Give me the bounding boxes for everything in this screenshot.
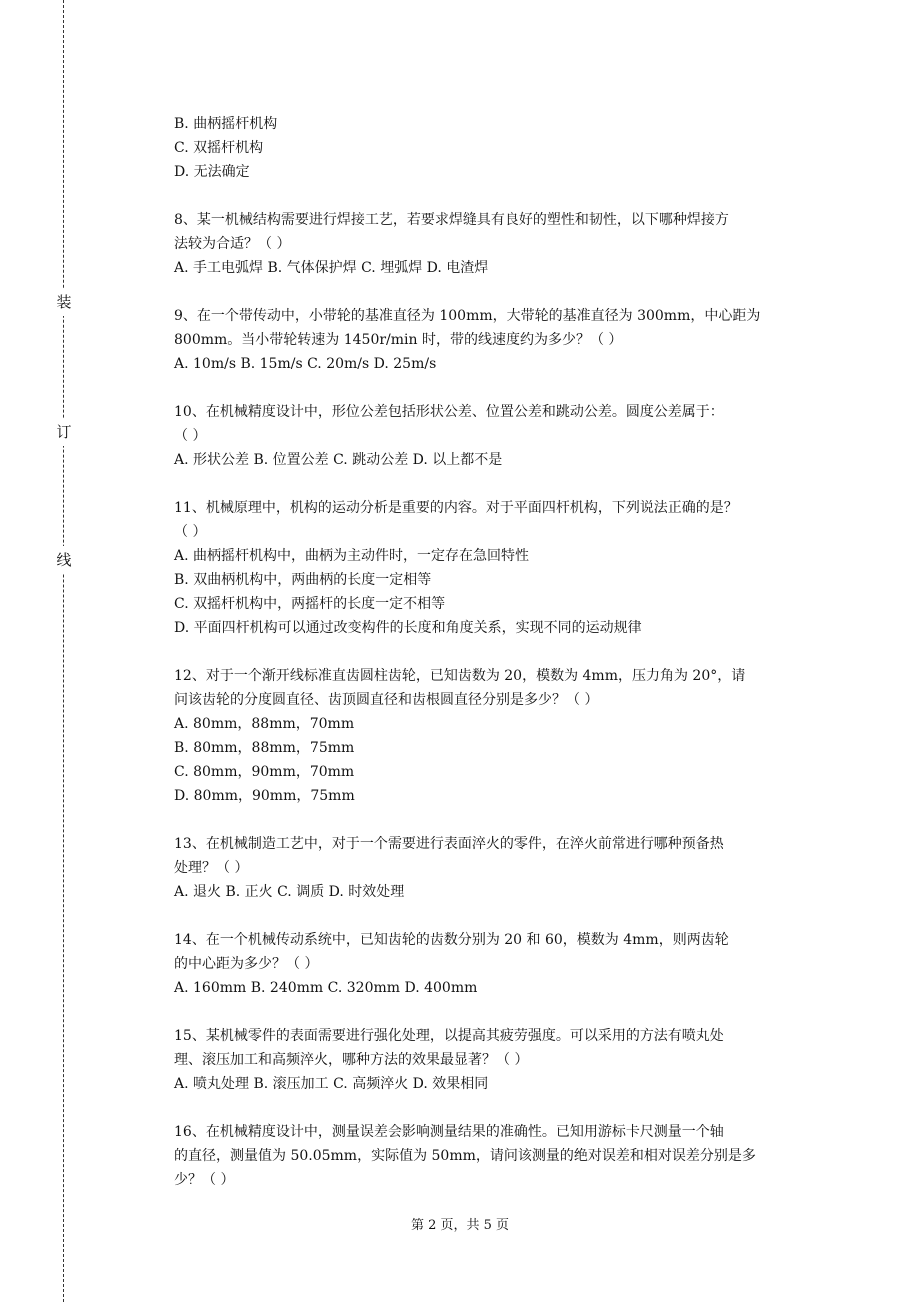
text-line: 理、滚压加工和高频淬火，哪种方法的效果最显著？（ ） [174, 1052, 529, 1068]
text-line: A. 160mm B. 240mm C. 320mm D. 400mm [174, 980, 478, 996]
text-line: 9、在一个带传动中，小带轮的基准直径为 100mm，大带轮的基准直径为 300mm，中心距为 [174, 308, 761, 324]
text-line: C. 80mm，90mm，70mm [174, 764, 355, 780]
text-line: （ ） [174, 428, 207, 444]
text-line: 16、在机械精度设计中，测量误差会影响测量结果的准确性。已知用游标卡尺测量一个轴 [174, 1124, 724, 1140]
text-line: D. 无法确定 [174, 164, 250, 180]
text-line: （ ） [174, 524, 207, 540]
text-line: D. 平面四杆机构可以通过改变构件的长度和角度关系，实现不同的运动规律 [174, 620, 642, 636]
text-line: D. 80mm，90mm，75mm [174, 788, 355, 804]
text-line: 少？（ ） [174, 1172, 235, 1188]
text-line: 14、在一个机械传动系统中，已知齿轮的齿数分别为 20 和 60，模数为 4mm，则两齿轮 [174, 932, 729, 948]
text-line: C. 双摇杆机构中，两摇杆的长度一定不相等 [174, 596, 446, 612]
text-line: 13、在机械制造工艺中，对于一个需要进行表面淬火的零件，在淬火前常进行哪种预备热 [174, 836, 724, 852]
blank-line [174, 904, 824, 928]
text-line: A. 手工电弧焊 B. 气体保护焊 C. 埋弧焊 D. 电渣焊 [174, 260, 489, 276]
blank-line [174, 808, 824, 832]
text-line: 8、某一机械结构需要进行焊接工艺，若要求焊缝具有良好的塑性和韧性，以下哪种焊接方 [174, 212, 729, 228]
text-line: 800mm。当小带轮转速为 1450r/min 时，带的线速度约为多少？（ ） [174, 332, 623, 348]
text-line: B. 双曲柄机构中，两曲柄的长度一定相等 [174, 572, 432, 588]
text-line: 的直径，测量值为 50.05mm，实际值为 50mm，请问该测量的绝对误差和相对误差分别是多 [174, 1148, 756, 1164]
blank-line [174, 376, 824, 400]
blank-line [174, 184, 824, 208]
text-line: 处理？（ ） [174, 860, 249, 876]
text-line: A. 退火 B. 正火 C. 调质 D. 时效处理 [174, 884, 405, 900]
text-line: 法较为合适？（ ） [174, 236, 291, 252]
exam-questions-body [174, 112, 824, 1192]
binding-char-zhuang: 装 [50, 288, 78, 316]
blank-line [174, 640, 824, 664]
text-line: 12、对于一个渐开线标准直齿圆柱齿轮，已知齿数为 20，模数为 4mm，压力角为 20°，请 [174, 668, 746, 684]
binding-char-xian: 线 [50, 546, 78, 574]
binding-dashed-line [56, 0, 72, 1302]
text-line: 11、机械原理中，机构的运动分析是重要的内容。对于平面四杆机构，下列说法正确的是？ [174, 500, 738, 516]
text-line: 15、某机械零件的表面需要进行强化处理，以提高其疲劳强度。可以采用的方法有喷丸处 [174, 1028, 724, 1044]
text-line: B. 80mm，88mm，75mm [174, 740, 355, 756]
text-line: A. 喷丸处理 B. 滚压加工 C. 高频淬火 D. 效果相同 [174, 1076, 489, 1092]
blank-line [174, 472, 824, 496]
text-line: 的中心距为多少？（ ） [174, 956, 319, 972]
text-line: 10、在机械精度设计中，形位公差包括形状公差、位置公差和跳动公差。圆度公差属于： [174, 404, 724, 420]
text-line: A. 曲柄摇杆机构中，曲柄为主动件时，一定存在急回特性 [174, 548, 530, 564]
blank-line [174, 1096, 824, 1120]
page-number-footer: 第 2 页，共 5 页 [410, 1218, 510, 1233]
blank-line [174, 280, 824, 304]
text-line: C. 双摇杆机构 [174, 140, 264, 156]
text-line: A. 80mm，88mm，70mm [174, 716, 355, 732]
text-line: 问该齿轮的分度圆直径、齿顶圆直径和齿根圆直径分别是多少？（ ） [174, 692, 599, 708]
text-line: A. 10m/s B. 15m/s C. 20m/s D. 25m/s [174, 356, 437, 372]
binding-char-ding: 订 [50, 418, 78, 446]
text-line: B. 曲柄摇杆机构 [174, 116, 278, 132]
blank-line [174, 1000, 824, 1024]
text-line: A. 形状公差 B. 位置公差 C. 跳动公差 D. 以上都不是 [174, 452, 503, 468]
